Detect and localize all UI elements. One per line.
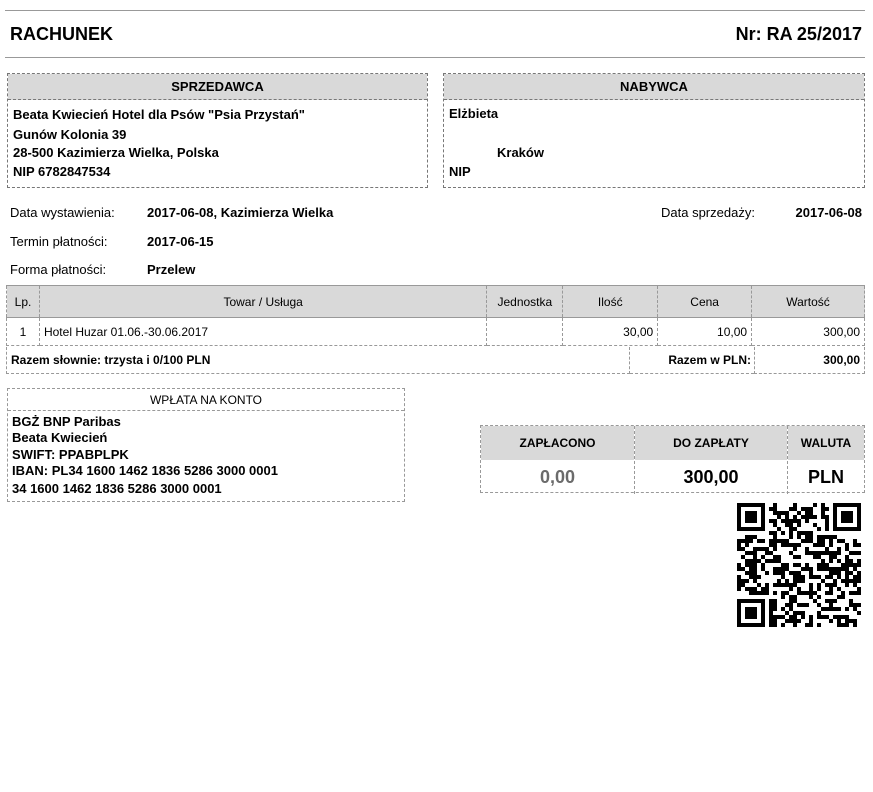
- bank-owner: Beata Kwiecień: [12, 430, 108, 445]
- document-number: Nr: RA 25/2017: [735, 24, 862, 44]
- col-name: Towar / Usługa: [39, 286, 486, 318]
- bank-box: [7, 388, 405, 502]
- col-unit: Jednostka: [487, 286, 563, 318]
- buyer-header: NABYWCA: [444, 74, 864, 100]
- sale-date-label: Data sprzedaży:: [661, 205, 755, 220]
- payment-method-label: Forma płatności:: [10, 262, 107, 277]
- buyer-box: [443, 73, 865, 188]
- buyer-nip: NIP: [449, 164, 471, 179]
- due-column: [635, 426, 788, 494]
- bank-iban: IBAN: PL34 1600 1462 1836 5286 3000 0001: [12, 463, 278, 478]
- currency-value: PLN: [808, 467, 844, 487]
- row-unit: [487, 318, 563, 346]
- currency-column: [788, 426, 864, 494]
- seller-street: Gunów Kolonia 39: [13, 127, 127, 142]
- qr-code-icon: [737, 503, 861, 627]
- due-date-value: 2017-06-15: [147, 234, 214, 249]
- top-rule: [5, 10, 865, 11]
- col-qty: Ilość: [563, 286, 658, 318]
- bank-header: WPŁATA NA KONTO: [8, 389, 404, 411]
- total-label: Razem w PLN:: [630, 347, 754, 374]
- seller-city: 28-500 Kazimierza Wielka, Polska: [13, 145, 219, 160]
- bank-account: 34 1600 1462 1836 5286 3000 0001: [12, 481, 222, 496]
- bank-swift: SWIFT: PPABPLPK: [12, 447, 129, 462]
- total-in-words: Razem słownie: trzysta i 0/100 PLN: [6, 347, 630, 374]
- payment-summary: [480, 425, 865, 493]
- total-value: 300,00: [754, 347, 865, 374]
- paid-label: ZAPŁACONO: [481, 426, 634, 460]
- issue-date-value: 2017-06-08, Kazimierza Wielka: [147, 205, 334, 220]
- row-price: 10,00: [658, 318, 752, 346]
- seller-nip: NIP 6782847534: [13, 164, 111, 179]
- bank-name: BGŻ BNP Paribas: [12, 414, 121, 429]
- seller-header: SPRZEDAWCA: [8, 74, 427, 100]
- col-price: Cena: [658, 286, 752, 318]
- due-date-label: Termin płatności:: [10, 234, 108, 249]
- col-value: Wartość: [752, 286, 865, 318]
- title-rule: [5, 57, 865, 58]
- seller-name: Beata Kwiecień Hotel dla Psów "Psia Przystań": [13, 107, 305, 122]
- items-header-row: [7, 286, 865, 318]
- currency-label: WALUTA: [788, 426, 864, 460]
- issue-date-label: Data wystawienia:: [10, 205, 115, 220]
- buyer-city: Kraków: [497, 145, 544, 160]
- due-value: 300,00: [683, 467, 739, 487]
- row-value: 300,00: [752, 318, 865, 346]
- sale-date-value: 2017-06-08: [795, 205, 862, 220]
- items-table: [6, 285, 865, 346]
- due-label: DO ZAPŁATY: [635, 426, 787, 460]
- buyer-name: Elżbieta: [449, 106, 499, 121]
- paid-value: 0,00: [539, 467, 576, 487]
- paid-column: [481, 426, 635, 494]
- document-title: RACHUNEK: [10, 24, 113, 44]
- seller-box: [7, 73, 428, 188]
- row-qty: 30,00: [563, 318, 658, 346]
- row-name: Hotel Huzar 01.06.-30.06.2017: [39, 318, 486, 346]
- row-lp: 1: [7, 318, 40, 346]
- payment-method-value: Przelew: [147, 262, 196, 277]
- col-lp: Lp.: [7, 286, 40, 318]
- table-row: [7, 318, 865, 346]
